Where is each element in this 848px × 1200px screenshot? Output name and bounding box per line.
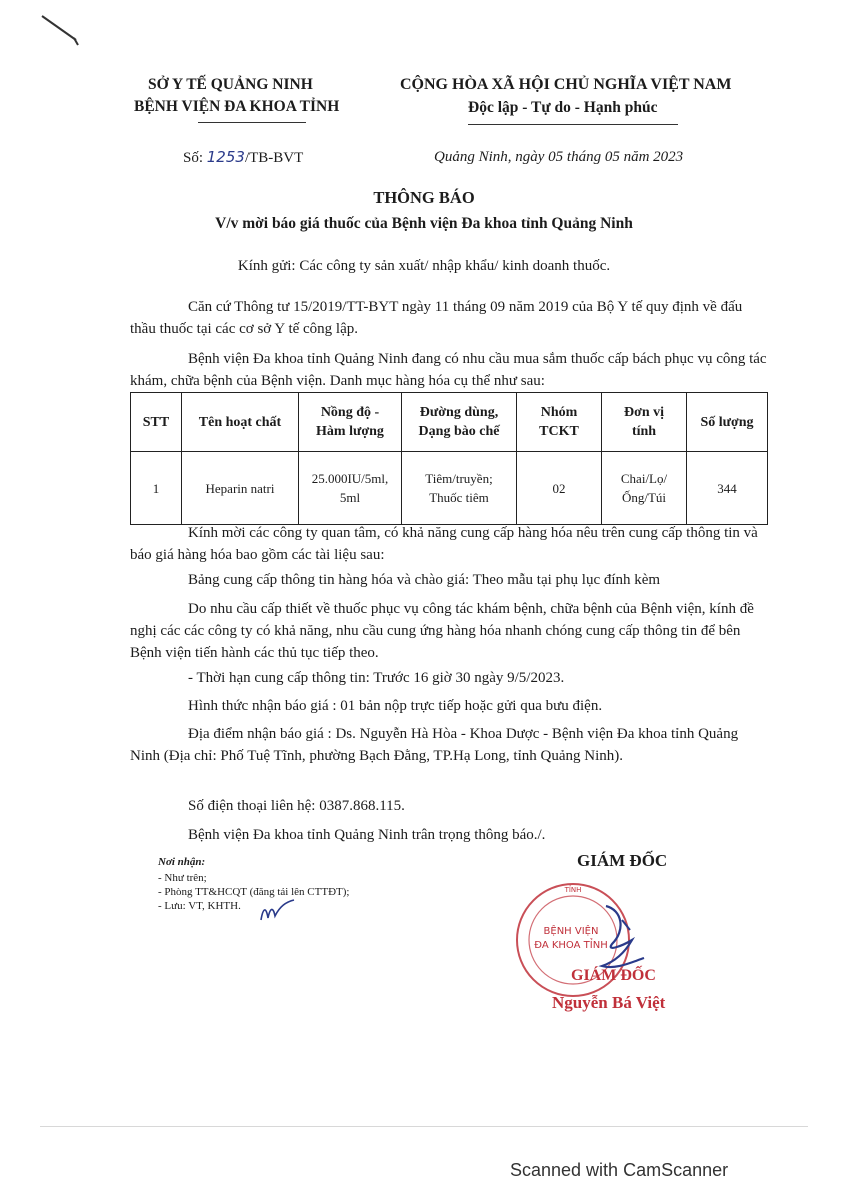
- recipient-item: - Như trên;: [158, 872, 207, 884]
- paragraph-need: Bệnh viện Đa khoa tỉnh Quảng Ninh đang có nhu cầu mua sắm thuốc cấp bách phục vụ công tác khám, chữa bệnh của Bệnh viện. Danh mục hàng hóa cụ thể như sau:: [130, 351, 767, 389]
- org-line-2: BỆNH VIỆN ĐA KHOA TỈNH: [134, 98, 340, 115]
- signed-title: GIÁM ĐỐC: [571, 967, 656, 984]
- paragraph-closing: Bệnh viện Đa khoa tỉnh Quảng Ninh trân trọng thông báo./.: [188, 827, 546, 843]
- th-unit: Đơn vị tính: [602, 393, 687, 452]
- scan-mark: [38, 12, 82, 48]
- org-line-1: SỞ Y TẾ QUẢNG NINH: [148, 76, 313, 93]
- recipients-label: Nơi nhận:: [158, 856, 206, 868]
- cell-route: Tiêm/truyền; Thuốc tiêm: [402, 452, 517, 525]
- nation-line-1: CỘNG HÒA XÃ HỘI CHỦ NGHĨA VIỆT NAM: [400, 76, 732, 93]
- cell-group: 02: [517, 452, 602, 525]
- cell-unit: Chai/Lọ/ Ống/Túi: [602, 452, 687, 525]
- cell-quantity: 344: [687, 452, 768, 525]
- paragraph-submission-form: Hình thức nhận báo giá : 01 bản nộp trực tiếp hoặc gửi qua bưu điện.: [188, 698, 603, 714]
- paragraph-deadline: - Thời hạn cung cấp thông tin: Trước 16 giờ 30 ngày 9/5/2023.: [188, 670, 565, 686]
- paragraph-legal-basis: Căn cứ Thông tư 15/2019/TT-BYT ngày 11 tháng 09 năm 2019 của Bộ Y tế quy định về đấu thầu thuốc tại các cơ sở Y tế công lập.: [130, 299, 743, 337]
- document-title: THÔNG BÁO: [373, 188, 475, 207]
- bottom-rule: [40, 1126, 808, 1127]
- svg-text:TỈNH: TỈNH: [564, 886, 582, 894]
- paragraph-invitation: Kính mời các công ty quan tâm, có khả năng cung cấp hàng hóa nêu trên cung cấp thông tin và báo giá hàng hóa bao gồm các tài liệu sau:: [130, 525, 758, 563]
- signer-position: GIÁM ĐỐC: [577, 851, 668, 870]
- signer-name: Nguyễn Bá Việt: [552, 993, 666, 1012]
- th-quantity: Số lượng: [687, 393, 768, 452]
- initials-signature: [258, 898, 298, 924]
- paragraph-urgency: Do nhu cầu cấp thiết về thuốc phục vụ công tác khám bệnh, chữa bệnh của Bệnh viện, kính đề nghị các các công ty có khả năng, nhu cầu cung ứng hàng hóa nhanh chóng cung cấp thông tin để bên Bệnh viện tiến hành các thủ tục tiếp theo.: [130, 601, 754, 661]
- table-row: [131, 452, 768, 525]
- table-header-row: [131, 393, 768, 452]
- drug-table: [130, 392, 768, 525]
- cell-concentration: 25.000IU/5ml, 5ml: [299, 452, 402, 525]
- paragraph-location: Địa điểm nhận báo giá : Ds. Nguyễn Hà Hòa - Khoa Dược - Bệnh viện Đa khoa tỉnh Quảng Ninh (Địa chỉ: Phố Tuệ Tĩnh, phường Bạch Đằng, TP.Hạ Long, tỉnh Quảng Ninh).: [130, 726, 739, 764]
- th-active-ingredient: Tên hoạt chất: [182, 393, 299, 452]
- cell-ingredient: Heparin natri: [182, 452, 299, 525]
- th-route: Đường dùng, Dạng bào chế: [402, 393, 517, 452]
- handwritten-number: 1253: [206, 148, 245, 166]
- th-concentration: Nồng độ - Hàm lượng: [299, 393, 402, 452]
- svg-text:ĐA KHOA TỈNH: ĐA KHOA TỈNH: [534, 940, 608, 951]
- recipient-item: - Lưu: VT, KHTH.: [158, 900, 241, 912]
- org-underline: [198, 122, 306, 123]
- nation-line-2: Độc lập - Tự do - Hạnh phúc: [468, 99, 658, 116]
- recipient-item: - Phòng TT&HCQT (đăng tải lên CTTĐT);: [158, 886, 350, 898]
- nation-underline: [468, 124, 678, 125]
- cell-stt: 1: [131, 452, 182, 525]
- svg-text:BỆNH VIỆN: BỆNH VIỆN: [543, 926, 599, 937]
- document-number: Số: 1253/TB-BVT: [183, 148, 304, 166]
- paragraph-price-table: Bảng cung cấp thông tin hàng hóa và chào giá: Theo mẫu tại phụ lục đính kèm: [188, 572, 661, 588]
- date-line: Quảng Ninh, ngày 05 tháng 05 năm 2023: [434, 149, 684, 165]
- th-group: Nhóm TCKT: [517, 393, 602, 452]
- document-subtitle: V/v mời báo giá thuốc của Bệnh viện Đa khoa tỉnh Quảng Ninh: [215, 215, 633, 232]
- paragraph-phone: Số điện thoại liên hệ: 0387.868.115.: [188, 798, 405, 814]
- recipient-line: Kính gửi: Các công ty sản xuất/ nhập khẩu/ kinh doanh thuốc.: [237, 258, 611, 274]
- th-stt: STT: [131, 393, 182, 452]
- camscanner-watermark: Scanned with CamScanner: [510, 1160, 729, 1180]
